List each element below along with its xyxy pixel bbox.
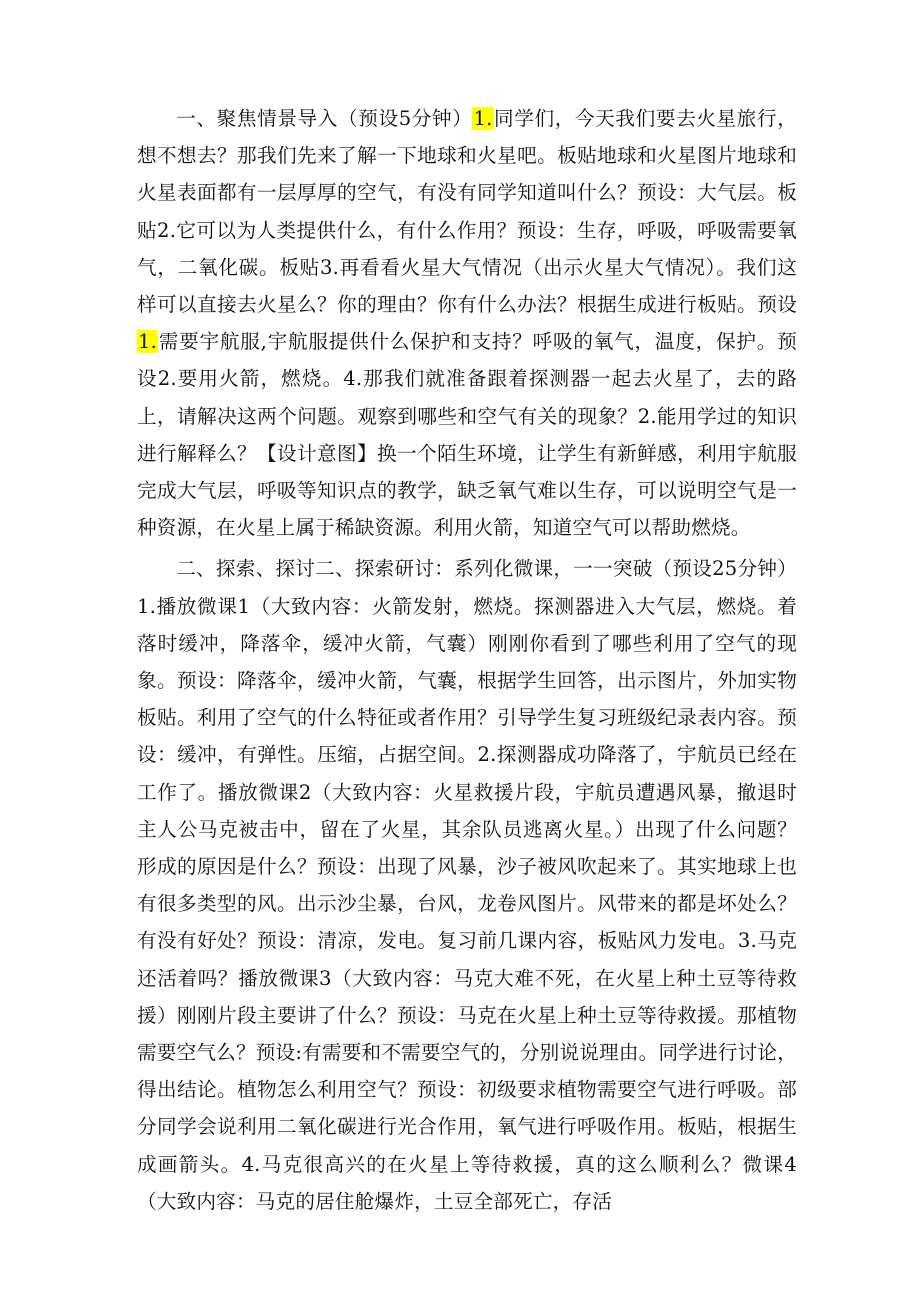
highlighted-marker-2: 1. xyxy=(138,330,158,354)
paragraph-explore xyxy=(137,550,797,1220)
paragraph-text: 需要宇航服,宇航服提供什么保护和支持？呼吸的氧气，温度，保护。预设2.要用火箭，燃烧。4.那我们就准备跟着探测器一起去火星了，去的路上，请解决这两个问题。观察到哪些和空气有关的现象？2.能用学过的知识进行解释么？【设计意图】换一个陌生环境，让学生有新鲜感，利用宇航服完成大气层，呼吸等知识点的教学，缺乏氧气难以生存，可以说明空气是一种资源，在火星上属于稀缺资源。利用火箭，知道空气可以帮助燃烧。 xyxy=(137,330,797,540)
section-heading-1: 一、聚焦情景导入（预设5分钟） xyxy=(176,107,473,130)
highlighted-marker-1: 1. xyxy=(473,107,493,130)
paragraph-text: 同学们，今天我们要去火星旅行，想不想去？那我们先来了解一下地球和火星吧。板贴地球和火星图片地球和火星表面都有一层厚厚的空气，有没有同学知道叫什么？预设：大气层。板贴2.它可以为人类提供什么，有什么作用？预设：生存，呼吸，呼吸需要氧气，二氧化碳。板贴3.再看看火星大气情况（出示火星大气情况）。我们这样可以直接去火星么？你的理由？你有什么办法？根据生成进行板贴。预设 xyxy=(137,107,798,317)
document-body xyxy=(137,100,797,1224)
paragraph-lesson-intro xyxy=(137,100,797,546)
paragraph-text: 二、探索、探讨二、探索研讨：系列化微课，一一突破（预设25分钟）1.播放微课1（大致内容：火箭发射，燃烧。探测器进入大气层，燃烧。着落时缓冲，降落伞，缓冲火箭，气囊）刚刚你看到了哪些利用了空气的现象。预设：降落伞，缓冲火箭，气囊，根据学生回答，出示图片，外加实物板贴。利用了空气的什么特征或者作用？引导学生复习班级纪录表内容。预设：缓冲，有弹性。压缩，占据空间。2.探测器成功降落了，宇航员已经在工作了。播放微课2（大致内容：火星救援片段，宇航员遭遇风暴，撤退时主人公马克被击中，留在了火星，其余队员逃离火星。）出现了什么问题？形成的原因是什么？预设：出现了风暴，沙子被风吹起来了。其实地球上也有很多类型的风。出示沙尘暴，台风，龙卷风图片。风带来的都是坏处么？有没有好处？预设：清凉，发电。复习前几课内容，板贴风力发电。3.马克还活着吗？播放微课3（大致内容：马克大难不死，在火星上种土豆等待救援）刚刚片段主要讲了什么？预设：马克在火星上种土豆等待救援。那植物需要空气么？预设:有需要和不需要空气的，分别说说理由。同学进行讨论，得出结论。植物怎么利用空气？预设：初级要求植物需要空气进行呼吸。部分同学会说利用二氧化碳进行光合作用，氧气进行呼吸作用。板贴，根据生成画箭头。4.马克很高兴的在火星上等待救援，真的这么顺利么？微课4（大致内容：马克的居住舱爆炸，土豆全部死亡，存活 xyxy=(137,557,797,1213)
